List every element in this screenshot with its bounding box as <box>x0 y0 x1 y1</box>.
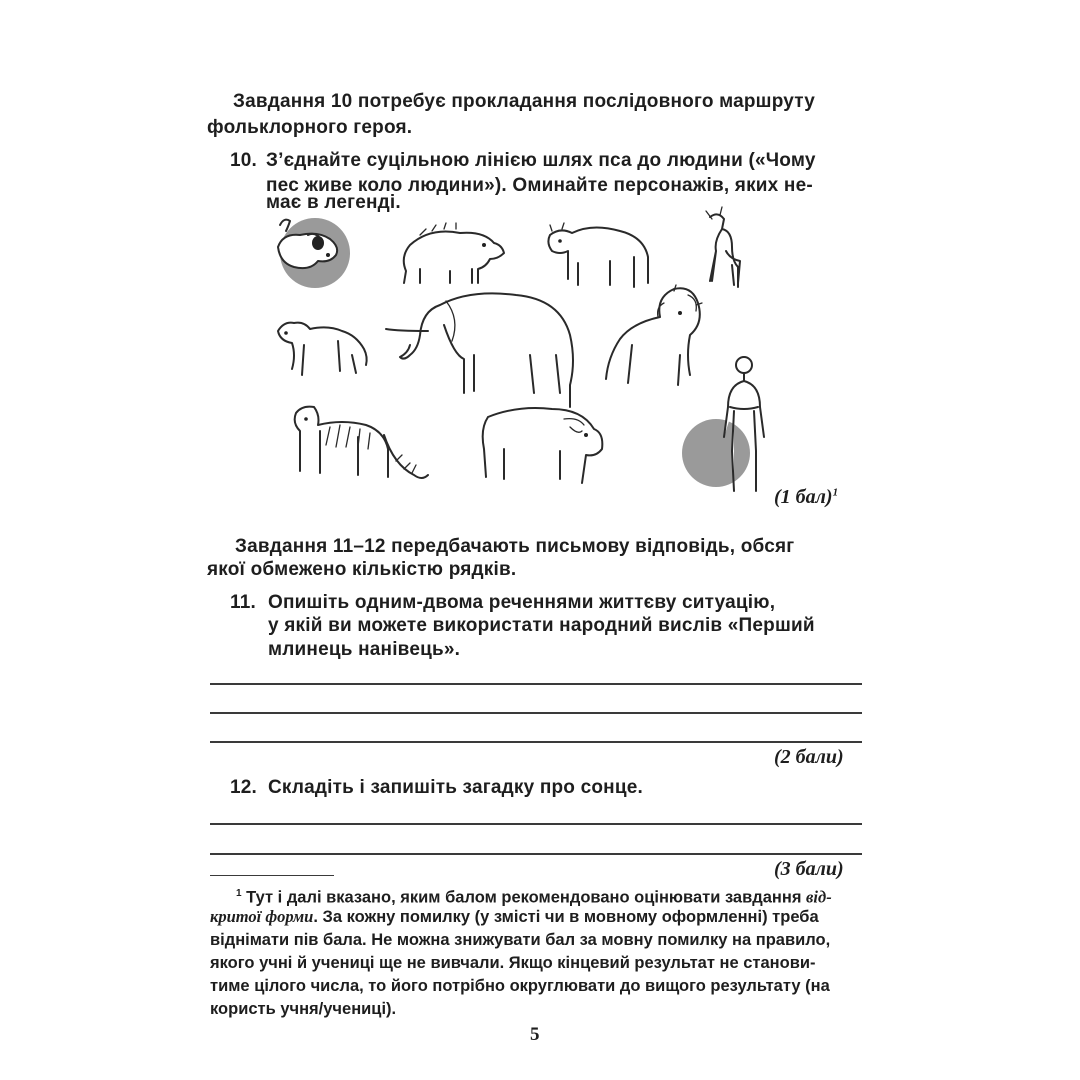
task10-footnote-mark: 1 <box>832 486 839 499</box>
footnote-mark: 1 <box>236 888 242 899</box>
footnote-text-2a: критої форми <box>210 907 314 926</box>
footnote-line2 <box>210 906 819 928</box>
boar-figure[interactable] <box>404 223 504 283</box>
lion-figure[interactable] <box>606 285 702 385</box>
bear-figure[interactable] <box>548 223 648 287</box>
task10-number: 10. <box>230 150 258 171</box>
task12-text: Складіть і запишіть загадку про сонце. <box>268 777 643 798</box>
task10-instruction-line2: фольклорного героя. <box>207 117 413 138</box>
footnote-text-1a: Тут і далі вказано, яким балом рекомендовано оцінювати завдання <box>246 888 807 907</box>
footnote-line4: якого учні й учениці ще не вивчали. Якщо кінцевий результат не станови- <box>210 954 816 972</box>
footnote-text-1b: від- <box>806 887 832 907</box>
deer-figure[interactable] <box>706 207 740 287</box>
task11-12-instruction-line1: Завдання 11–12 передбачають письмову відповідь, обсяг <box>235 536 795 557</box>
wolf-figure[interactable] <box>278 323 367 375</box>
task11-12-instruction-line2: якої обмежено кількістю рядків. <box>207 559 517 580</box>
task10-score <box>774 486 838 509</box>
task11-number: 11. <box>230 592 256 613</box>
page-number: 5 <box>530 1024 540 1045</box>
task11-answer-line-2[interactable] <box>210 712 862 714</box>
task11-text-line3: млинець нанівець». <box>268 639 461 660</box>
footnote-line6: користь учня/учениці). <box>210 1000 397 1018</box>
task10-instruction-line1: Завдання 10 потребує прокладання послідовного маршруту <box>233 91 816 112</box>
task11-answer-line-1[interactable] <box>210 683 862 685</box>
tiger-figure[interactable] <box>295 407 428 478</box>
task10-score-text: (1 бал) <box>774 486 833 508</box>
task11-text-line2: у якій ви можете використати народний вислів «Перший <box>268 615 815 636</box>
task10-text-line1: З’єднайте суцільною лінією шлях пса до людини («Чому <box>266 150 816 171</box>
footnote-divider <box>210 875 334 876</box>
task11-score: (2 бали) <box>774 746 844 768</box>
footnote-text-2b: . За кожну помилку (у змісті чи в мовному оформленні) треба <box>313 908 819 926</box>
footnote-line3: віднімати пів бала. Не можна знижувати бал за мовну помилку на правило, <box>210 931 831 949</box>
task12-score: (3 бали) <box>774 858 844 880</box>
footnote-line1 <box>236 883 832 909</box>
task12-number: 12. <box>230 777 258 798</box>
task12-answer-line-2[interactable] <box>210 853 862 855</box>
elephant-figure[interactable] <box>386 293 573 407</box>
task12-answer-line-1[interactable] <box>210 823 862 825</box>
task11-answer-line-3[interactable] <box>210 741 862 743</box>
dog-figure[interactable] <box>278 218 350 288</box>
bison-figure[interactable] <box>483 408 603 483</box>
footnote-line5: тиме цілого числа, то його потрібно округлювати до вищого результату (на <box>210 977 830 995</box>
task10-text-line3: має в легенді. <box>266 192 401 213</box>
animal-route-illustration <box>260 205 820 505</box>
man-figure[interactable] <box>682 357 764 491</box>
task10-text-line2: пес живе коло людини»). Оминайте персонажів, яких не- <box>266 175 813 196</box>
task11-text-line1: Опишіть одним-двома реченнями життєву ситуацію, <box>268 592 776 613</box>
